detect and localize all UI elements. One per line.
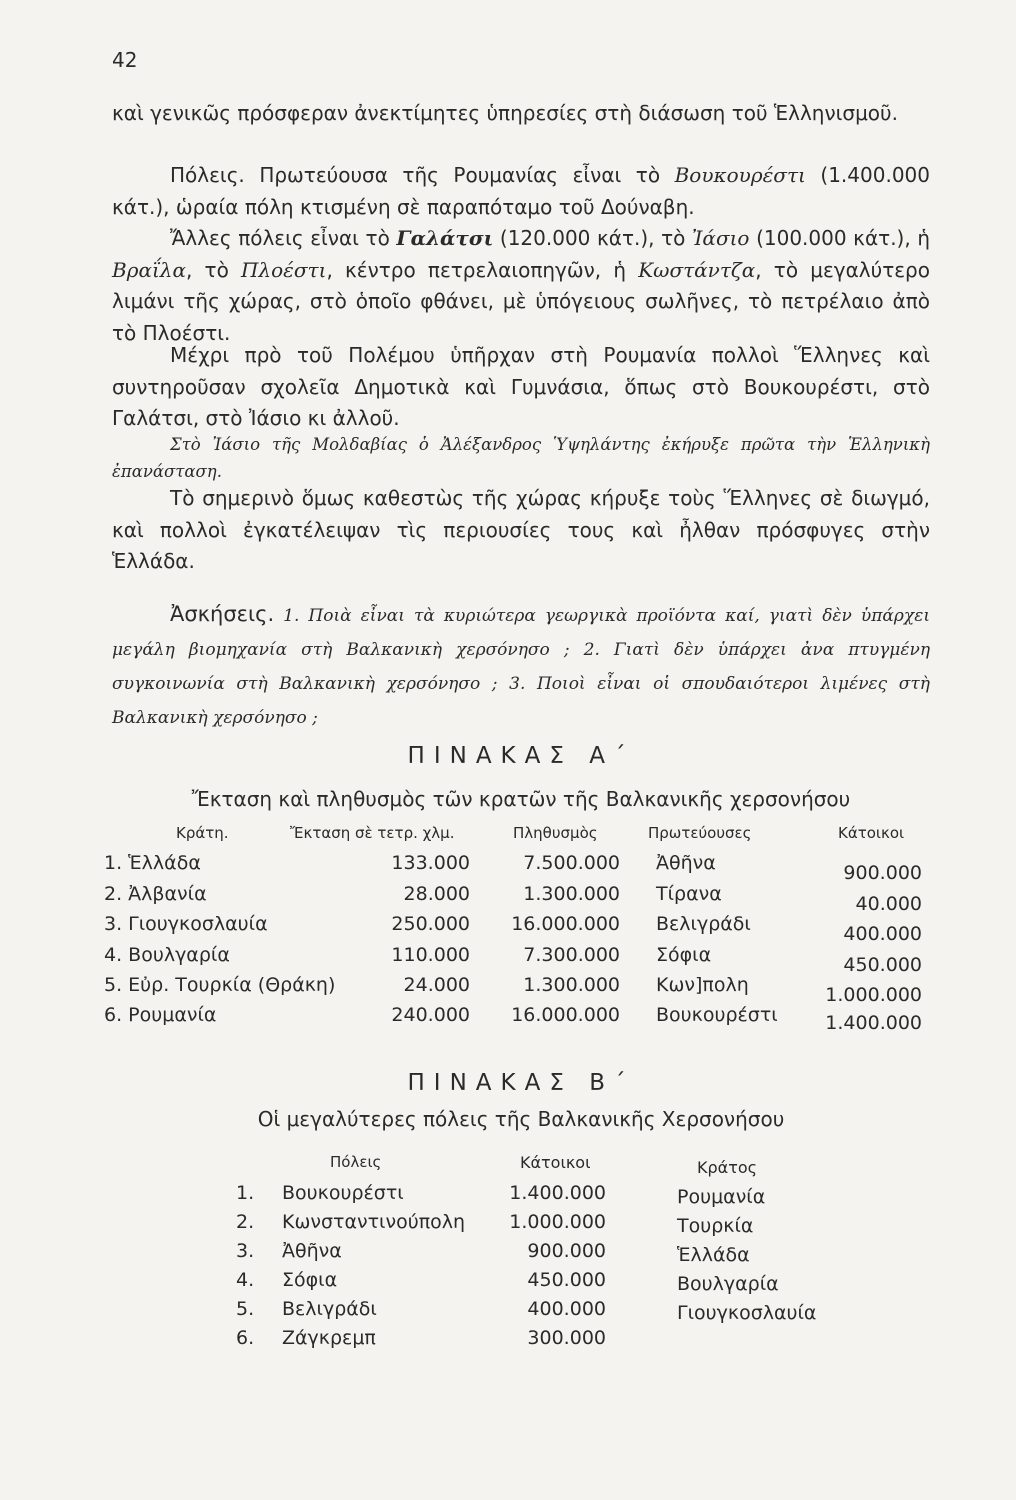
table-b-row-2-num: 2. bbox=[236, 1211, 255, 1233]
table-a-header-inhabitants: Κάτοικοι bbox=[838, 824, 905, 842]
table-a-row-3-capital: Βελιγράδι bbox=[656, 913, 751, 935]
table-a-row-4-pop: 7.300.000 bbox=[523, 944, 620, 966]
table-b-row-5-city: Βελιγράδι bbox=[282, 1298, 377, 1320]
table-b-header-state: Κράτος bbox=[697, 1158, 758, 1177]
table-a-row-3-state: 3. Γιουγκοσλαυία bbox=[104, 913, 268, 935]
table-a-row-6-inhab: 1.400.000 bbox=[825, 1012, 922, 1034]
table-a-row-4-state: 4. Βουλγαρία bbox=[104, 944, 230, 966]
table-b-row-3-city: Ἀθῆνα bbox=[282, 1240, 342, 1262]
table-b-row-5-state: Γιουγκοσλαυία bbox=[677, 1302, 817, 1324]
paragraph-greek-schools: Μέχρι πρὸ τοῦ Πολέμου ὑπῆρχαν στὴ Ρουμανία πολλοὶ Ἕλληνες καὶ συντηροῦσαν σχολεῖα Δημοτικὰ καὶ Γυμνάσια, ὅπως στὸ Βουκουρέστι, στὸ Γαλάτσι, στὸ Ἰάσιο κι ἀλλοῦ. bbox=[112, 343, 930, 430]
cities-heading: Πόλεις. bbox=[170, 163, 245, 187]
paragraph-hellenism: καὶ γενικῶς πρόσφεραν ἀνεκτίμητες ὑπηρεσίες στὴ διάσωση τοῦ Ἑλληνισμοῦ. bbox=[112, 101, 898, 125]
table-a-row-4-capital: Σόφια bbox=[656, 944, 712, 966]
table-a-row-2-inhab: 40.000 bbox=[855, 893, 922, 915]
table-b-row-1-state: Ρουμανία bbox=[677, 1186, 766, 1208]
table-b-row-4-num: 4. bbox=[236, 1269, 255, 1291]
page-number: 42 bbox=[112, 48, 138, 72]
table-a-row-6-area: 240.000 bbox=[391, 1004, 470, 1026]
table-a-row-2-pop: 1.300.000 bbox=[523, 883, 620, 905]
table-b-row-4-state: Βουλγαρία bbox=[677, 1273, 779, 1295]
table-b-row-6-city: Ζάγκρεμπ bbox=[282, 1327, 376, 1349]
table-a-title: ΠΙΝΑΚΑΣ Α΄ bbox=[407, 743, 635, 769]
paragraph-other-cities: Ἄλλες πόλεις εἶναι τὸ Γαλάτσι (120.000 κάτ.), τὸ Ἰάσιο (100.000 κάτ.), ἡ Βραΐλα, τὸ Πλοέστι, κέντρο πετρελαιοπηγῶν, ἡ Κωστάντζα, τὸ μεγαλύτερο λιμάνι τῆς χώρας, στὸ ὁποῖο φθάνει, μὲ ὑπόγειους σωλῆνες, τὸ πετρέλαιο ἀπὸ τὸ Πλοέστι. bbox=[112, 226, 930, 345]
table-b-row-3-num: 3. bbox=[236, 1240, 255, 1262]
table-a-row-6-capital: Βουκουρέστι bbox=[656, 1004, 778, 1026]
table-a-header-capitals: Πρωτεύουσες bbox=[648, 824, 752, 842]
table-a-row-5-pop: 1.300.000 bbox=[523, 974, 620, 996]
table-b-header-inhabitants: Κάτοικοι bbox=[520, 1153, 591, 1172]
table-a-row-1-area: 133.000 bbox=[391, 852, 470, 874]
table-b-row-2-city: Κωνσταντινούπολη bbox=[282, 1211, 466, 1233]
exercises: Ἀσκήσεις. 1. Ποιὰ εἶναι τὰ κυριώτερα γεωργικὰ προϊόντα καί, γιατὶ δὲν ὑπάρχει μεγάλη βιομηχανία στὴ Βαλκανικὴ χερσόνησο ; 2. Γιατὶ δὲν ὑπάρχει ἀνα πτυγμένη συγκοινωνία στὴ Βαλκανικὴ χερσόνησο ; 3. Ποιοὶ εἶναι οἱ σπουδαιότεροι λιμένες στὴ Βαλκανικὴ χερσόνησο ; bbox=[112, 602, 930, 728]
table-a-row-5-inhab: 1.000.000 bbox=[825, 984, 922, 1006]
table-a-row-2-capital: Τίρανα bbox=[656, 883, 722, 905]
table-b-row-1-inhab: 1.400.000 bbox=[509, 1182, 606, 1204]
table-a-row-4-inhab: 450.000 bbox=[843, 954, 922, 976]
table-a-row-3-pop: 16.000.000 bbox=[511, 913, 620, 935]
table-a-row-5-capital: Κων]πολη bbox=[656, 974, 749, 996]
table-b-row-4-inhab: 450.000 bbox=[527, 1269, 606, 1291]
table-a-row-1-state: 1. Ἑλλάδα bbox=[104, 852, 201, 874]
table-b-row-1-num: 1. bbox=[236, 1182, 255, 1204]
table-a-row-5-area: 24.000 bbox=[403, 974, 470, 996]
table-b-row-4-city: Σόφια bbox=[282, 1269, 338, 1291]
table-b-row-1-city: Βουκουρέστι bbox=[282, 1182, 404, 1204]
table-a-row-4-area: 110.000 bbox=[391, 944, 470, 966]
table-a-row-6-state: 6. Ρουμανία bbox=[104, 1004, 217, 1026]
table-a-row-6-pop: 16.000.000 bbox=[511, 1004, 620, 1026]
note-ypsilantis: Στὸ Ἰάσιο τῆς Μολδαβίας ὁ Ἀλέξανδρος Ὑψηλάντης ἐκήρυξε πρῶτα τὴν Ἑλληνικὴ ἐπανάσταση. bbox=[112, 435, 930, 481]
table-b-subtitle: Οἱ μεγαλύτερες πόλεις τῆς Βαλκανικῆς Χερσονήσου bbox=[257, 1107, 785, 1131]
table-a-header-states: Κράτη. bbox=[176, 824, 229, 842]
table-b-title: ΠΙΝΑΚΑΣ Β΄ bbox=[407, 1070, 635, 1096]
table-a-row-3-inhab: 400.000 bbox=[843, 923, 922, 945]
table-b-row-6-inhab: 300.000 bbox=[527, 1327, 606, 1349]
table-a-row-1-pop: 7.500.000 bbox=[523, 852, 620, 874]
table-b-row-3-state: Ἑλλάδα bbox=[677, 1244, 750, 1266]
table-b-row-2-state: Τουρκία bbox=[677, 1215, 754, 1237]
exercises-heading: Ἀσκήσεις. bbox=[170, 602, 275, 626]
paragraph-cities: Πόλεις. Πρωτεύουσα τῆς Ρουμανίας εἶναι τὸ Βουκουρέστι (1.400.000 κάτ.), ὡραία πόλη κτισμένη σὲ παραπόταμο τοῦ Δούναβη. bbox=[112, 163, 930, 219]
table-a-row-5-state: 5. Εὐρ. Τουρκία (Θράκη) bbox=[104, 974, 336, 996]
table-b-row-3-inhab: 900.000 bbox=[527, 1240, 606, 1262]
table-b-row-2-inhab: 1.000.000 bbox=[509, 1211, 606, 1233]
table-a-row-2-state: 2. Ἀλβανία bbox=[104, 883, 207, 905]
table-b-row-5-num: 5. bbox=[236, 1298, 255, 1320]
table-a-header-population: Πληθυσμὸς bbox=[513, 824, 598, 842]
table-a-row-2-area: 28.000 bbox=[403, 883, 470, 905]
table-b-row-5-inhab: 400.000 bbox=[527, 1298, 606, 1320]
table-a-header-area: Ἔκταση σὲ τετρ. χλμ. bbox=[290, 824, 455, 842]
table-b-header-cities: Πόλεις bbox=[330, 1153, 382, 1171]
table-b-row-6-num: 6. bbox=[236, 1327, 255, 1349]
table-a-subtitle: Ἔκταση καὶ πληθυσμὸς τῶν κρατῶν τῆς Βαλκανικῆς χερσονήσου bbox=[191, 787, 851, 811]
table-a-row-1-inhab: 900.000 bbox=[843, 862, 922, 884]
table-a-row-3-area: 250.000 bbox=[391, 913, 470, 935]
paragraph-persecution: Τὸ σημερινὸ ὅμως καθεστὼς τῆς χώρας κήρυξε τοὺς Ἕλληνες σὲ διωγμό, καὶ πολλοὶ ἐγκατέλειψαν τὶς περιουσίες τους καὶ ἦλθαν πρόσφυγες στὴν Ἑλλάδα. bbox=[112, 486, 930, 573]
table-a-row-1-capital: Ἀθῆνα bbox=[656, 852, 716, 874]
